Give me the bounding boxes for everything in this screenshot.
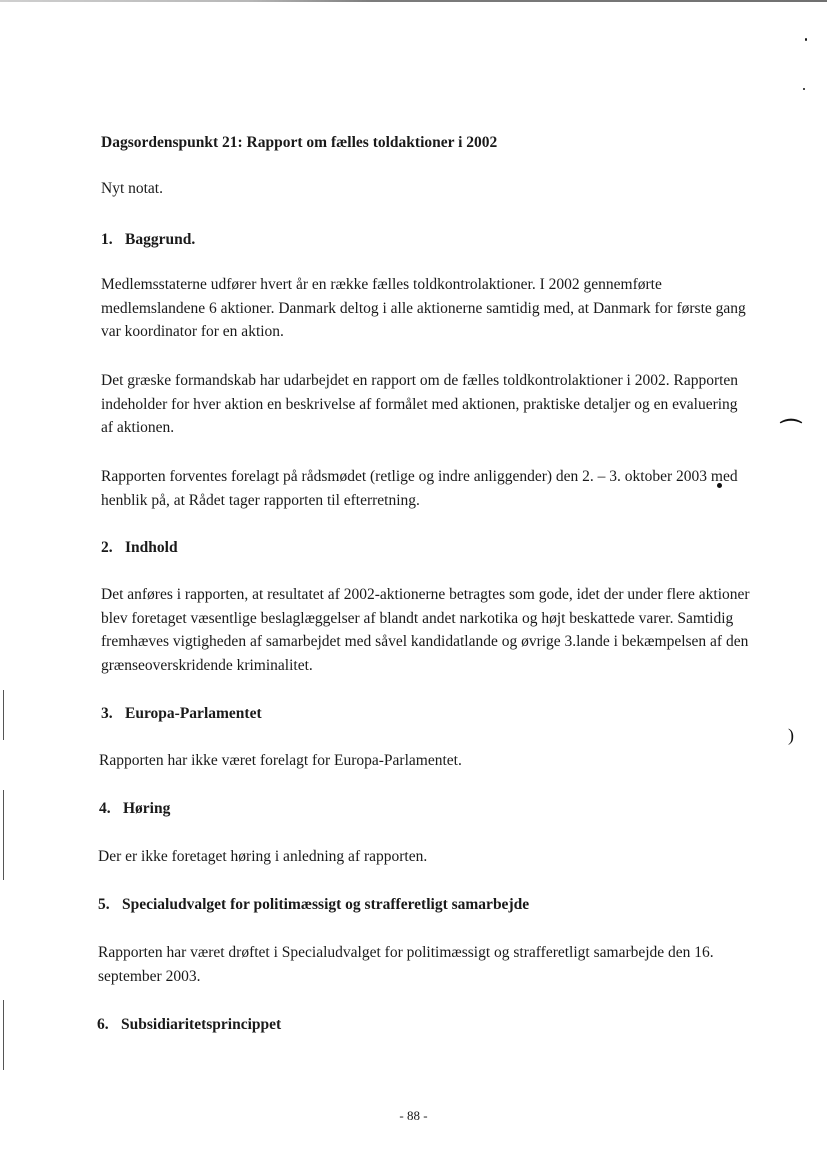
paragraph: Rapporten har ikke været forelagt for Europa-Parlamentet. [99,752,462,769]
section-heading [101,228,751,252]
paragraph: Medlemsstaterne udfører hvert år en række fælles toldkontrolaktioner. I 2002 gennemførte medlemslandene 6 aktioner. Danmark deltog i alle aktionerne samtidig med, at Danmark for første gang var koordinator for en aktion. [101,276,746,340]
section-title: Høring [123,800,171,817]
section-title: Europa-Parlamentet [125,705,262,722]
section-title: Baggrund. [125,231,196,248]
paragraph: Rapporten har været drøftet i Specialudvalget for politimæssigt og strafferetligt samarbejde den 16. september 2003. [98,944,714,985]
section-heading [98,893,748,917]
scan-artifact: ) [788,725,794,745]
section-title: Subsidiaritetsprincippet [121,1016,282,1033]
section-number: 6. [97,1016,109,1033]
document-title: Dagsordenspunkt 21: Rapport om fælles toldaktioner i 2002 [101,134,498,151]
section-heading [101,702,751,726]
section-heading [97,1013,747,1037]
section-title: Specialudvalget for politimæssigt og strafferetligt samarbejde [122,896,530,913]
section-title: Indhold [125,539,178,556]
paragraph: Der er ikke foretaget høring i anledning af rapporten. [98,848,428,865]
section-number: 4. [99,800,111,817]
scan-speck [803,88,805,90]
paragraph: Rapporten forventes forelagt på rådsmødet (retlige og indre anliggender) den 2. – 3. oktober 2003 med henblik på, at Rådet tager rapporten til efterretning. [101,468,738,509]
section-number: 2. [101,539,113,556]
section-heading [99,797,749,821]
section-number: 1. [101,231,113,248]
scan-speck [805,38,807,41]
paragraph: Det græske formandskab har udarbejdet en rapport om de fælles toldkontrolaktioner i 2002. Rapporten indeholder for hver aktion en beskrivelse af formålet med aktionen, praktiske detaljer og en evaluering af aktionen. [101,372,739,436]
paragraph: Det anføres i rapporten, at resultatet af 2002-aktionerne betragtes som gode, idet der under flere aktioner blev foretaget væsentlige beslaglæggelser af blandt andet narkotika og højt beskattede varer. Samtidig fremhæves vigtigheden af samarbejdet med såvel kandidatlande og øvrige 3.lande i bekæmpelsen af den grænseoverskridende kriminalitet. [101,586,750,674]
section-number: 3. [101,705,113,722]
scan-artifact: ⌒ [780,418,803,443]
section-number: 5. [98,896,110,913]
scan-top-edge [0,0,827,2]
scan-margin-mark [3,690,4,740]
page-number: - 88 - [399,1108,428,1123]
scan-margin-mark [3,790,4,880]
scan-margin-mark [3,1000,4,1070]
section-heading [101,536,751,560]
document-subtitle: Nyt notat. [101,180,163,197]
